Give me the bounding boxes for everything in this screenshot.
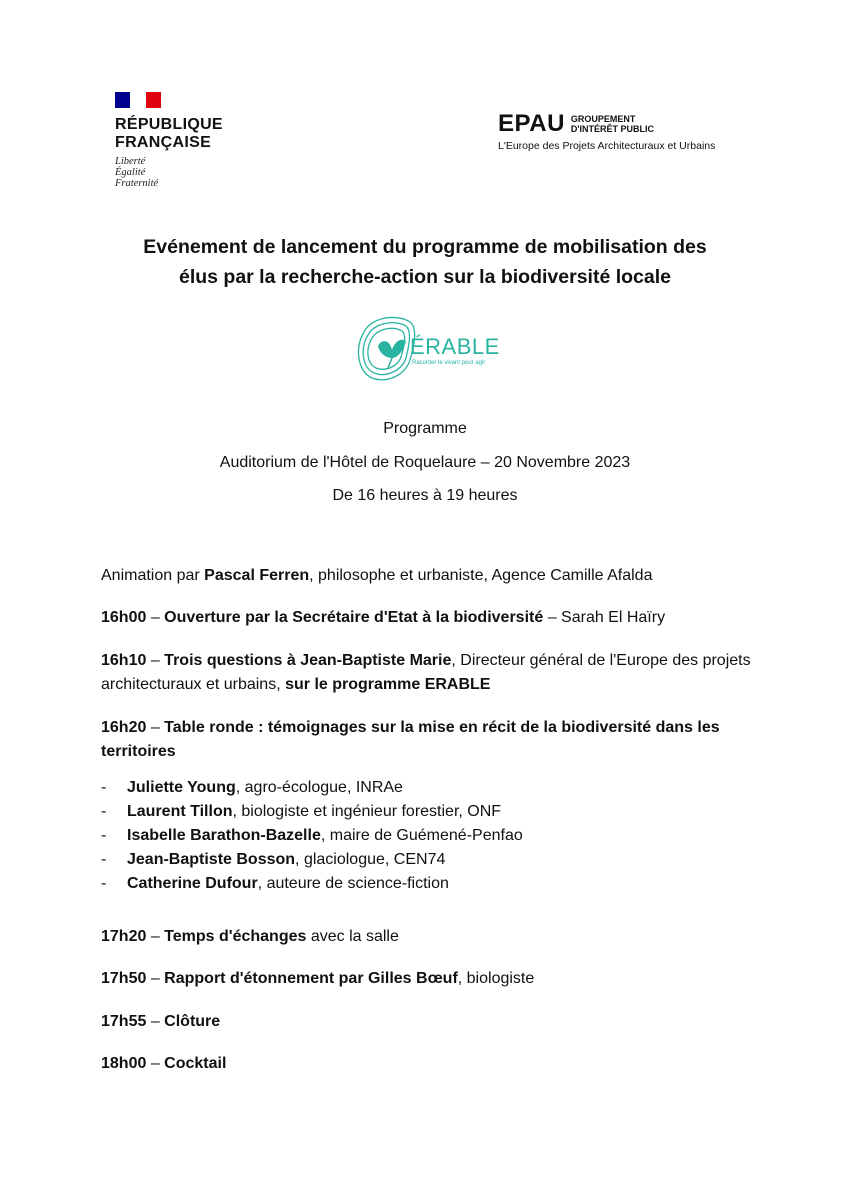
agenda-separator: – [146, 609, 165, 626]
event-hours: De 16 heures à 19 heures [332, 487, 518, 504]
agenda-time: 18h00 [101, 1055, 147, 1072]
agenda-item-1750 [101, 967, 761, 991]
rf-motto [115, 156, 245, 189]
agenda-title: Trois questions à Jean-Baptiste Marie [164, 652, 452, 669]
agenda-title: Clôture [164, 1013, 221, 1030]
rf-motto-fraternite: Fraternité [115, 178, 159, 189]
agenda-detail: , biologiste [457, 970, 535, 987]
agenda-item-1755 [101, 1010, 761, 1034]
speaker-name: Catherine Dufour [127, 875, 258, 892]
agenda-separator: – [146, 1013, 165, 1030]
agenda-time: 16h00 [101, 609, 147, 626]
list-dash: - [101, 803, 107, 820]
marianne-flag-icon [115, 92, 161, 108]
list-dash: - [101, 851, 107, 868]
epau-acronym: EPAU [498, 110, 565, 137]
agenda-detail: , Directeur général de l'Europe des projets architecturaux et urbains, [101, 652, 751, 693]
agenda-item-1620 [101, 716, 761, 764]
agenda-time: 16h10 [101, 652, 147, 669]
speaker-name: Laurent Tillon [127, 803, 233, 820]
speaker-item [101, 776, 761, 800]
agenda-item-1720 [101, 925, 761, 949]
agenda-time: 16h20 [101, 719, 147, 736]
title-line2: élus par la recherche-action sur la biodiversité locale [178, 266, 672, 288]
speaker-role: , auteure de science-fiction [257, 875, 449, 892]
agenda-title: Temps d'échanges [164, 928, 307, 945]
speaker-list [101, 776, 761, 896]
list-dash: - [101, 875, 107, 892]
agenda-separator: – [146, 652, 165, 669]
venue-date: Auditorium de l'Hôtel de Roquelaure – 20 Novembre 2023 [219, 454, 631, 471]
epau-sub-line1: GROUPEMENT [570, 114, 636, 124]
speaker-item [101, 872, 761, 896]
agenda-time: 17h50 [101, 970, 147, 987]
erable-logo [352, 312, 512, 387]
speaker-role: , agro-écologue, INRAe [235, 779, 403, 796]
rf-motto-liberte: Liberté [115, 156, 146, 167]
epau-sub-line2: D'INTÉRÊT PUBLIC [570, 124, 655, 134]
rf-name-line1: RÉPUBLIQUE [115, 116, 223, 133]
erable-wordmark: ÉRABLE [410, 334, 500, 359]
speaker-role: , maire de Guémené-Penfao [320, 827, 523, 844]
animation-host-role: , philosophe et urbaniste, Agence Camille Afalda [309, 567, 653, 584]
speaker-role: , biologiste et ingénieur forestier, ONF [232, 803, 502, 820]
speaker-item [101, 800, 761, 824]
rf-name [115, 116, 245, 152]
agenda-time: 17h20 [101, 928, 147, 945]
agenda-title: Ouverture par la Secrétaire d'Etat à la biodiversité [164, 609, 544, 626]
agenda-separator: – [146, 719, 165, 736]
agenda-title-2: sur le programme ERABLE [285, 676, 491, 693]
page-title [60, 232, 790, 292]
animation-prefix: Animation par [101, 567, 205, 584]
agenda-detail: avec la salle [306, 928, 399, 945]
speaker-name: Jean-Baptiste Bosson [127, 851, 296, 868]
epau-logo [498, 112, 758, 152]
agenda-item-1800 [101, 1052, 761, 1076]
agenda-detail: – Sarah El Haïry [543, 609, 666, 626]
agenda-title: Table ronde : témoignages sur la mise en récit de la biodiversité dans les territoires [101, 719, 720, 760]
agenda-time: 17h55 [101, 1013, 147, 1030]
title-line1: Evénement de lancement du programme de mobilisation des [143, 236, 707, 258]
speaker-role: , glaciologue, CEN74 [295, 851, 446, 868]
epau-full-name: L'Europe des Projets Architecturaux et Urbains [498, 140, 716, 152]
agenda-item-1610 [101, 649, 761, 697]
speaker-item [101, 848, 761, 872]
speaker-item [101, 824, 761, 848]
speaker-name: Isabelle Barathon-Bazelle [127, 827, 321, 844]
republique-francaise-logo [115, 92, 245, 189]
agenda-separator: – [146, 970, 165, 987]
animation-host-name: Pascal Ferren [204, 567, 310, 584]
agenda-item-1600 [101, 606, 761, 630]
epau-subtitle [571, 114, 654, 134]
animation-line [101, 564, 761, 588]
rf-motto-egalite: Égalité [115, 167, 146, 178]
speaker-name: Juliette Young [127, 779, 236, 796]
rf-name-line2: FRANÇAISE [115, 134, 212, 151]
erable-tagline: Raconter le vivant pour agir [412, 360, 486, 366]
list-dash: - [101, 827, 107, 844]
agenda-title: Cocktail [164, 1055, 227, 1072]
agenda-separator: – [146, 928, 165, 945]
agenda-separator: – [146, 1055, 165, 1072]
agenda-title: Rapport d'étonnement par Gilles Bœuf [164, 970, 458, 987]
programme-label: Programme [383, 420, 467, 437]
list-dash: - [101, 779, 107, 796]
